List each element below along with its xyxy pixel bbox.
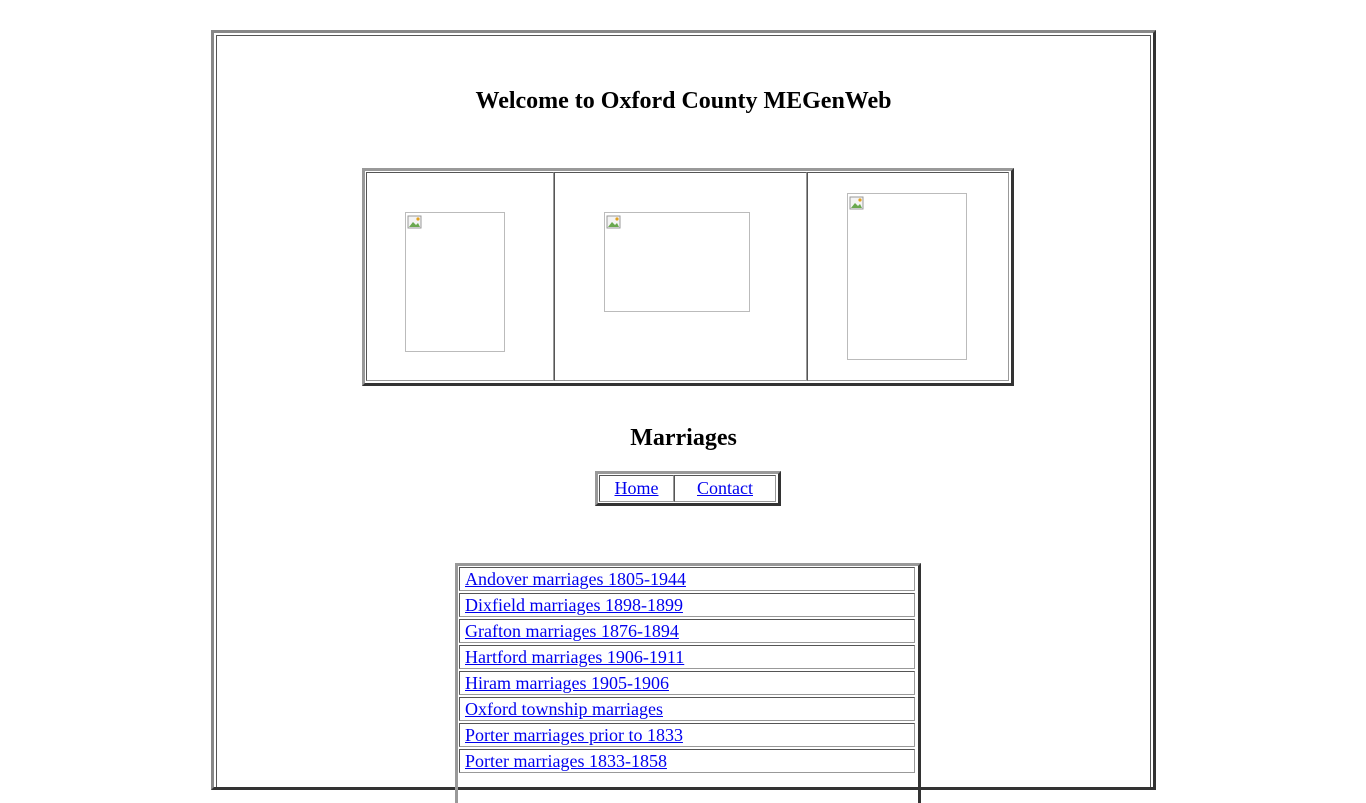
marriage-link[interactable]: Andover marriages 1805-1944 <box>465 569 686 589</box>
image-left <box>405 212 505 352</box>
table-row <box>459 749 915 773</box>
home-link[interactable]: Home <box>614 478 659 498</box>
broken-image-icon <box>849 195 865 211</box>
section-title: Marriages <box>630 425 737 451</box>
table-row <box>459 645 915 669</box>
table-row <box>459 671 915 695</box>
marriages-table <box>455 563 921 803</box>
image-table <box>362 168 1014 386</box>
image-right <box>847 193 967 360</box>
image-cell-1 <box>366 172 554 381</box>
nav-cell-home <box>599 475 674 502</box>
broken-image-icon <box>606 214 622 230</box>
image-center <box>604 212 750 312</box>
marriage-link[interactable]: Dixfield marriages 1898-1899 <box>465 595 683 615</box>
marriage-link[interactable]: Hartford marriages 1906-1911 <box>465 647 685 667</box>
contact-link[interactable]: Contact <box>697 478 753 498</box>
table-row <box>459 723 915 747</box>
marriage-link[interactable]: Porter marriages prior to 1833 <box>465 725 683 745</box>
marriage-link[interactable]: Porter marriages 1833-1858 <box>465 751 667 771</box>
image-cell-2 <box>554 172 807 381</box>
broken-image-icon <box>407 214 423 230</box>
nav-cell-contact <box>674 475 776 502</box>
image-cell-3 <box>807 172 1009 381</box>
table-row <box>459 593 915 617</box>
table-row <box>459 567 915 591</box>
table-row <box>459 697 915 721</box>
marriage-link[interactable]: Oxford township marriages <box>465 699 663 719</box>
page-frame <box>211 30 1156 790</box>
marriage-link[interactable]: Grafton marriages 1876-1894 <box>465 621 679 641</box>
marriage-link[interactable]: Hiram marriages 1905-1906 <box>465 673 669 693</box>
nav-table <box>595 471 781 506</box>
page-frame-inner <box>216 35 1151 787</box>
page-title: Welcome to Oxford County MEGenWeb <box>475 88 892 114</box>
table-row <box>459 619 915 643</box>
